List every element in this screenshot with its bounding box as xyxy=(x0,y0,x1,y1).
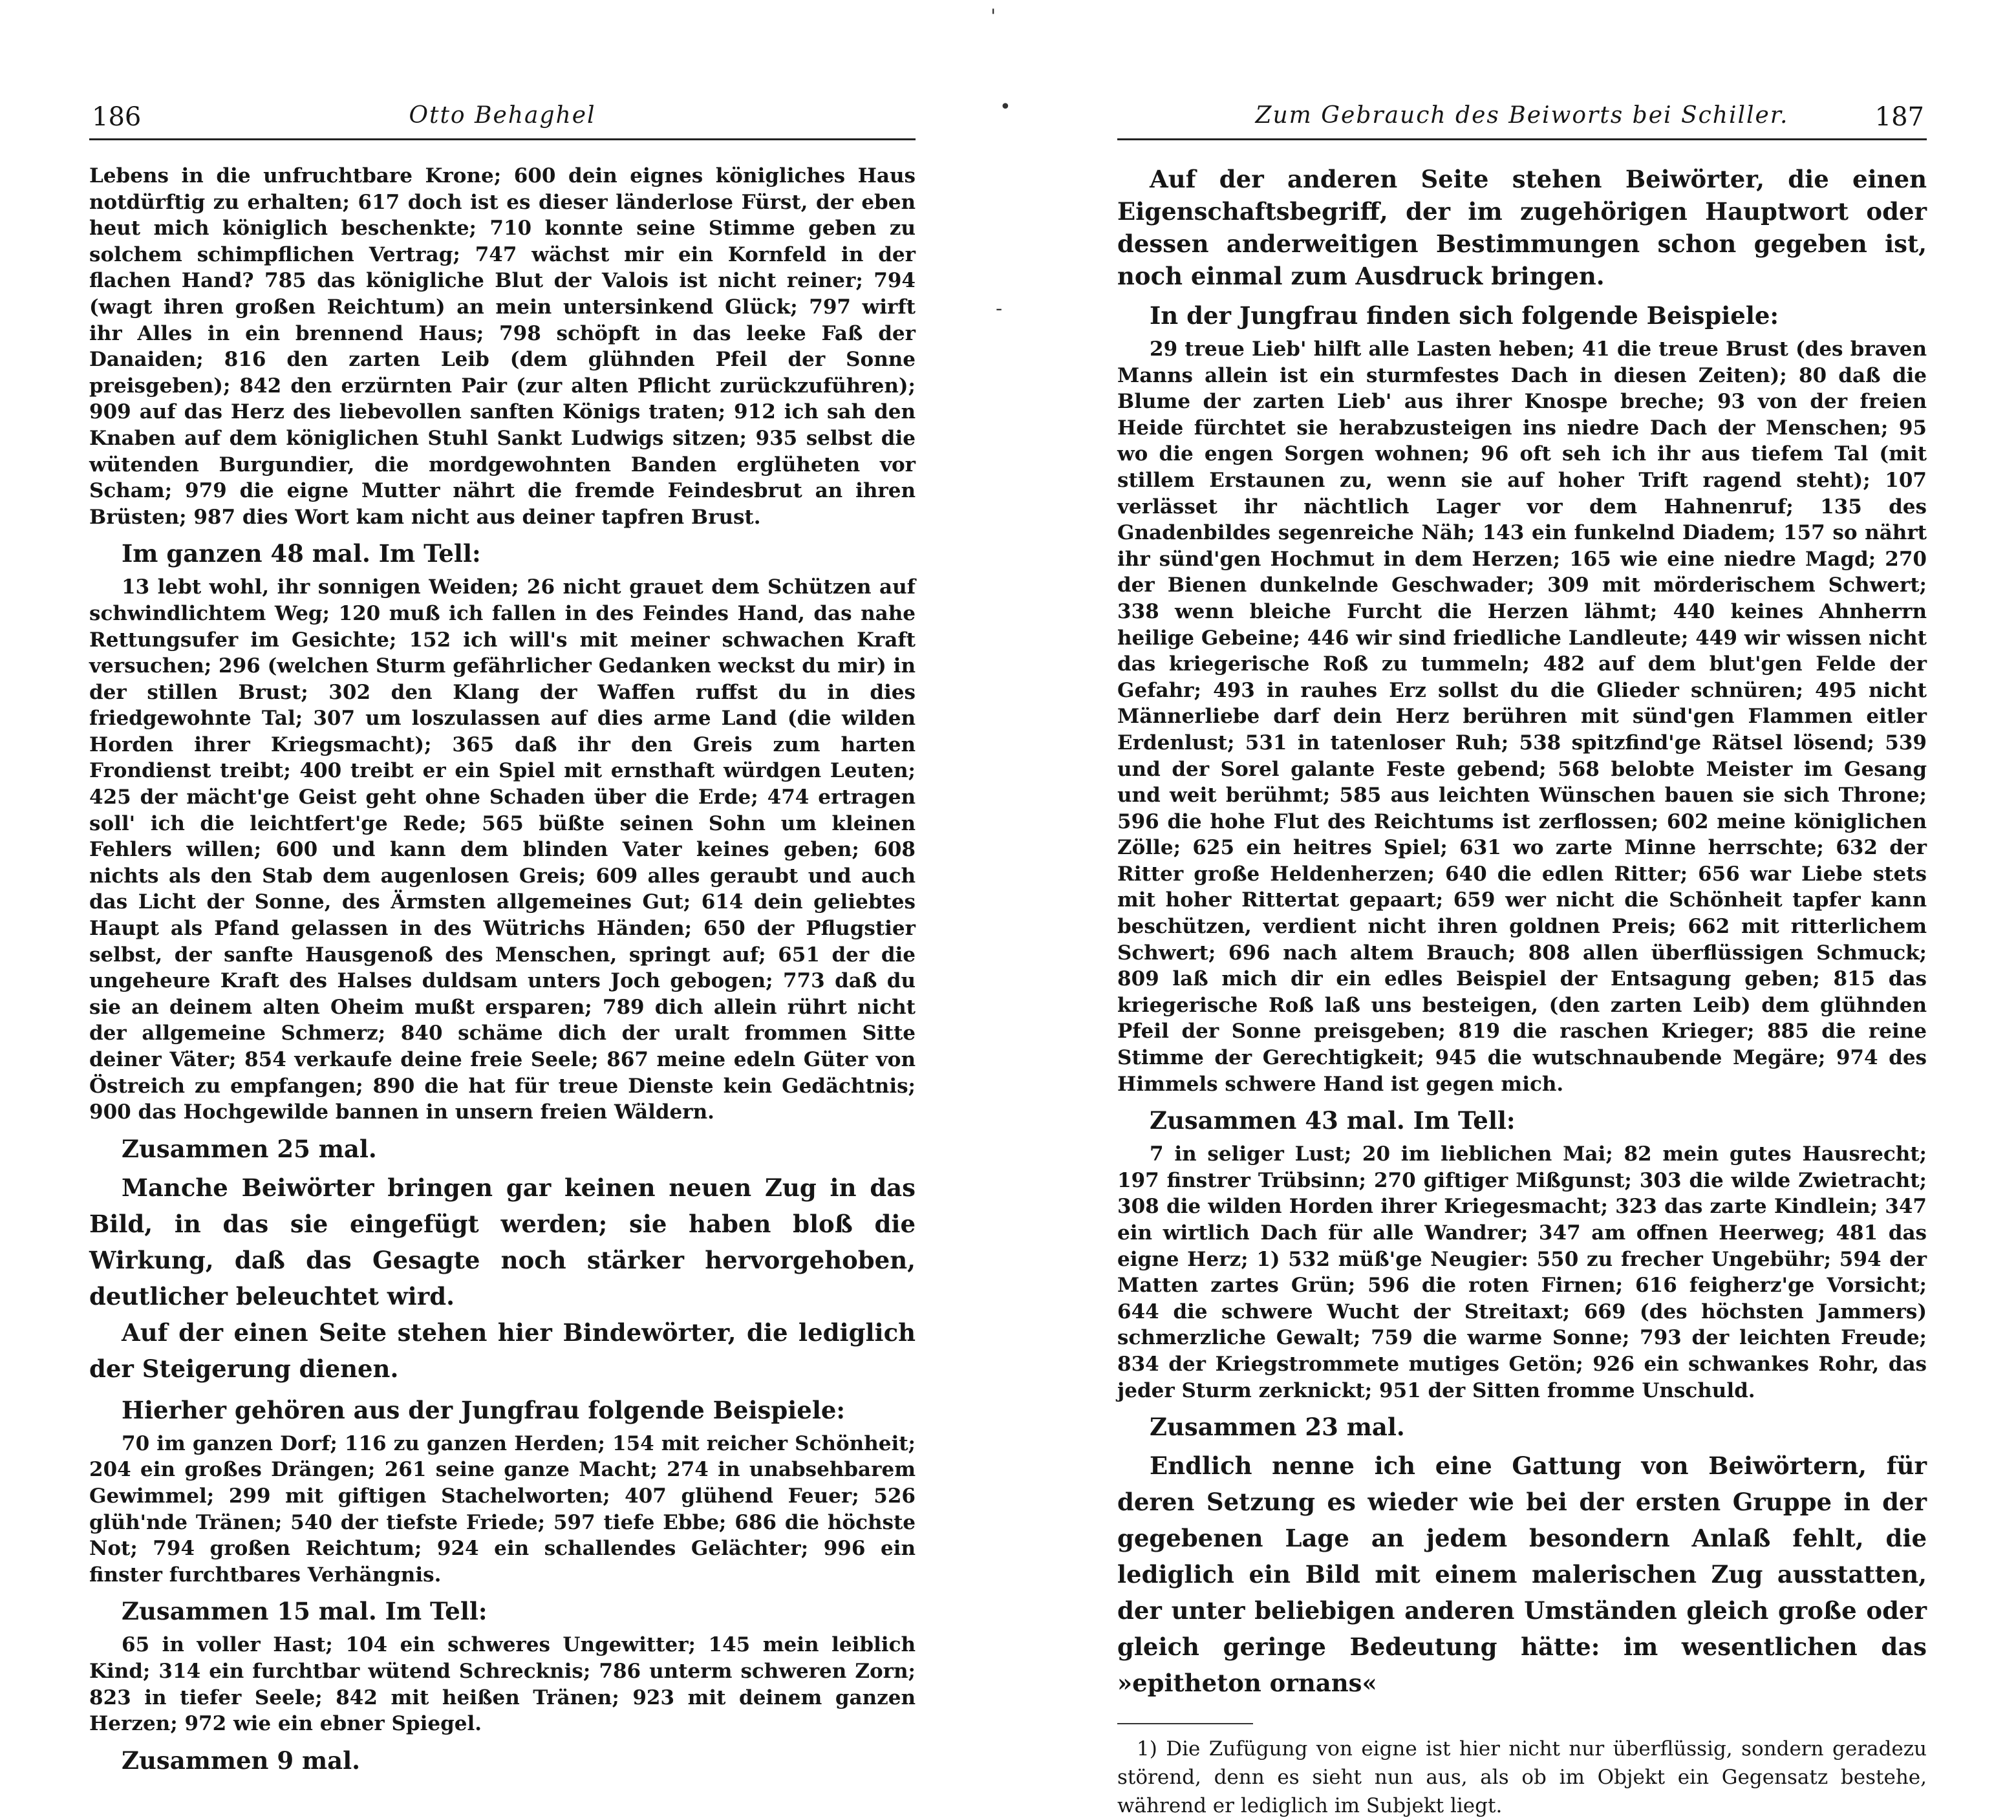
paragraph: Manche Beiwörter bringen gar keinen neuen Zug in das Bild, in das sie eingefügt werden; sie haben bloß die Wirkung, daß das Gesagte noch stärker hervorgehoben, deutlicher beleuchtet wird. xyxy=(89,1173,916,1311)
paragraph: Lebens in die unfruchtbare Krone; 600 dein eignes königliches Haus notdürftig zu erhalten; 617 doch ist es dieser länderlose Fürst, der eben heut mich königlich beschenkte; 710 konnte seine Stimme geben zu solchem schimpflichen Vertrag; 747 wächst mir ein Kornfeld in der flachen Hand? 785 das königliche Blut der Valois ist nicht reiner; 794 (wagt ihren großen Reichtum) an mein untersinkend Glück; 797 wirft ihr Alles in ein brennend Haus; 798 schöpft in das leeke Faß der Danaiden; 816 den zarten Leib (dem glühnden Pfeil der Sonne preisgeben); 842 den erzürnten Pair (zur alten Pflicht zurückzuführen); 909 auf das Herz des liebevollen sanften Königs traten; 912 ich sah den Knaben auf dem königlichen Stuhl Sankt Ludwigs sitzen; 935 selbst die wütenden Burgundier, die mordgewohnten Banden erglüheten vor Scham; 979 die eigne Mutter nährt die fremde Feindesbrut an ihren Brüsten; 987 dies Wort kam nicht aus deiner tapfren Brust. xyxy=(89,164,916,529)
paragraph: Auf der einen Seite stehen hier Bindewörter, die lediglich der Steigerung dienen. xyxy=(89,1318,916,1383)
paragraph: 7 in seliger Lust; 20 im lieblichen Mai; 82 mein gutes Hausrecht; 197 finstrer Trübsinn; 270 giftiger Mißgunst; 303 die wilde Zwietracht; 308 die wilden Horden ihrer Kriegesmacht; 323 das zarte Kindlein; 347 ein wirtlich Dach für alle Wandrer; 347 am offnen Heerweg; 481 das eigne Herz; 1) 532 müß'ge Neugier: 550 zu frecher Ungebühr; 594 der Matten zartes Grün; 596 die roten Firnen; 616 feigherz'ge Vorsicht; 644 die schwere Wucht der Streitaxt; 669 (des höchsten Jammers) schmerzliche Gewalt; 759 die warme Sonne; 793 der leichten Freude; 834 der Kriegstrommete mutiges Getön; 926 ein schwankes Rohr, das jeder Sturm zerknickt; 951 der Sitten fromme Unschuld. xyxy=(1117,1142,1927,1402)
gutter-mark: ' xyxy=(991,5,996,28)
gutter-mark: - xyxy=(996,297,1003,320)
footnote: 1) Die Zufügung von eigne ist hier nicht nur überflüssig, sondern geradezu störend, denn es sieht nun aus, als ob im Objekt ein Gegensatz bestehe, während er lediglich im Subjekt liegt. xyxy=(1117,1737,1927,1818)
right-running-head: Zum Gebrauch des Beiworts bei Schiller. xyxy=(1255,102,1789,129)
right-header-rule xyxy=(1117,138,1927,140)
section-label: Im ganzen 48 mal. Im Tell: xyxy=(122,539,481,568)
left-page xyxy=(89,0,916,1775)
left-page-header xyxy=(89,97,916,142)
left-running-head: Otto Behaghel xyxy=(409,102,596,129)
section-label: In der Jungfrau finden sich folgende Beispiele: xyxy=(1150,301,1779,330)
gutter-mark: • xyxy=(1000,96,1011,118)
right-page-body xyxy=(1117,163,1927,1820)
right-page-number: 187 xyxy=(1874,102,1924,132)
section-label: Zusammen 9 mal. xyxy=(122,1746,361,1775)
section-label: Hierher gehören aus der Jungfrau folgende Beispiele: xyxy=(122,1395,846,1424)
section-label: Zusammen 43 mal. Im Tell: xyxy=(1150,1106,1516,1135)
paragraph: Auf der anderen Seite stehen Beiwörter, die einen Eigenschaftsbegriff, der im zugehörigen Hauptwort oder dessen anderweitigen Bestimmungen schon gegeben ist, noch einmal zum Ausdruck bringen. xyxy=(1117,165,1927,290)
section-label: Zusammen 25 mal. xyxy=(122,1134,377,1163)
right-page-header xyxy=(1117,97,1927,142)
paragraph: 65 in voller Hast; 104 ein schweres Ungewitter; 145 mein leiblich Kind; 314 ein furchtbar wütend Schrecknis; 786 unterm schweren Zorn; 823 in tiefer Seele; 842 mit heißen Tränen; 923 mit deinem ganzen Herzen; 972 wie ein ebner Spiegel. xyxy=(89,1633,916,1736)
paragraph: 13 lebt wohl, ihr sonnigen Weiden; 26 nicht grauet dem Schützen auf schwindlichtem Weg; 120 muß ich fallen in des Feindes Hand, das nahe Rettungsufer im Gesichte; 152 ich will's mit meiner schwachen Kraft versuchen; 296 (welchen Sturm gefährlicher Gedanken weckst du mir) in der stillen Brust; 302 den Klang der Waffen ruffst du in dies friedgewohnte Tal; 307 um loszulassen auf dies arme Land (die wilden Horden ihrer Kriegsmacht); 365 daß ihr den Greis zum harten Frondienst treibt; 400 treibt er ein Spiel mit ernsthaft würdgen Leuten; 425 der mächt'ge Geist geht ohne Schaden über die Erde; 474 ertragen soll' ich die leichtfert'ge Rede; 565 büßte seinen Sohn um kleinen Fehlers willen; 600 und kann dem blinden Vater keines geben; 608 nichts als den Stab dem augenlosen Greis; 609 alles geraubt und auch das Licht der Sonne, des Ärmsten allgemeines Gut; 614 dein geliebtes Haupt als Pfand gelassen in des Wütrichs Händen; 650 der Pflugstier selbst, der sanfte Hausgenoß des Menschen, springt auf; 651 der die ungeheure Kraft des Halses duldsam unters Joch gebogen; 773 daß du sie an deinem alten Oheim mußt ersparen; 789 dich allein rührt nicht der allgemeine Schmerz; 840 schäme dich der uralt frommen Sitte deiner Väter; 854 verkaufe deine freie Seele; 867 meine edeln Güter von Östreich zu empfangen; 890 die hat für treue Dienste kein Gedächtnis; 900 das Hochgewilde bannen in unsern freien Wäldern. xyxy=(89,575,916,1124)
paragraph: 29 treue Lieb' hilft alle Lasten heben; 41 die treue Brust (des braven Manns allein ist ein sturmfestes Dach in diesen Zeiten); 80 daß die Blume der zarten Lieb' aus ihrer Knospe breche; 93 von der freien Heide fürchtet sie herabzusteigen ins niedre Dach der Menschen; 95 wo die engen Sorgen wohnen; 96 oft seh ich ihr aus tiefem Tal (mit stillem Erstaunen zu, wenn sie auf hoher Trift ragend steht); 107 verlässet ihr nächtlich Lager vor dem Hahnenruf; 135 des Gnadenbildes segenreiche Näh; 143 ein funkelnd Diadem; 157 so nährt ihr sünd'gen Hochmut in dem Herzen; 165 wie eine niedre Magd; 270 der Bienen dunkelnde Geschwader; 309 mit mörderischem Schwert; 338 wenn bleiche Furcht die Herzen lähmt; 440 keines Ahnherrn heilige Gebeine; 446 wir sind friedliche Landleute; 449 wir wissen nicht das kriegerische Roß zu tummeln; 482 auf dem blut'gen Felde der Gefahr; 493 in rauhes Erz sollst du die Glieder schnüren; 495 nicht Männerliebe darf dein Herz berühren mit sünd'gen Flammen eitler Erdenlust; 531 in tatenloser Ruh; 538 spitzfind'ge Rätsel lösend; 539 und der Sorel galante Feste gebend; 568 belobte Meister im Gesang und weit berühmt; 585 aus leichten Wünschen bauen sie sich Throne; 596 die hohe Flut des Reichtums ist zerflossen; 602 meine königlichen Zölle; 625 ein heitres Spiel; 631 wo zarte Minne herrschte; 632 der Ritter große Heldenherzen; 640 die edlen Ritter; 656 war Liebe stets mit hoher Rittertat gepaart; 659 wer nicht die Schönheit tapfer kann beschützen, verdient nicht ihren goldnen Preis; 662 mit ritterlichem Schwert; 696 nach altem Brauch; 808 allen überflüssigen Schmuck; 809 laß mich dir ein edles Beispiel der Entsagung geben; 815 das kriegerische Roß laß uns besteigen, (den zarten Leib) dem glühnden Pfeil der Sonne preisgeben; 819 die raschen Krieger; 885 die reine Stimme der Gerechtigkeit; 945 die wutschnaubende Megäre; 974 des Himmels schwere Hand ist gegen mich. xyxy=(1117,337,1927,1096)
section-label: Zusammen 23 mal. xyxy=(1150,1413,1405,1442)
left-page-number: 186 xyxy=(92,102,142,132)
left-page-body xyxy=(89,163,916,1781)
left-header-rule xyxy=(89,138,916,140)
footnote-rule xyxy=(1117,1723,1253,1724)
paragraph: Endlich nenne ich eine Gattung von Beiwörtern, für deren Setzung es wieder wie bei der ersten Gruppe in der gegebenen Lage an jedem besondern Anlaß fehlt, die lediglich ein Bild mit einem malerischen Zug ausstatten, der unter beliebigen anderen Umständen gleich große oder gleich geringe Bedeutung hätte: im wesentlichen das »epitheton ornans« xyxy=(1117,1451,1927,1698)
section-label: Zusammen 15 mal. Im Tell: xyxy=(122,1597,488,1626)
right-page xyxy=(1117,0,1927,1818)
paragraph: 70 im ganzen Dorf; 116 zu ganzen Herden; 154 mit reicher Schönheit; 204 ein großes Drängen; 261 seine ganze Macht; 274 in unabsehbarem Gewimmel; 299 mit giftigen Stachelworten; 407 glühend Feuer; 526 glüh'nde Tränen; 540 der tiefste Friede; 597 tiefe Ebbe; 686 die höchste Not; 794 großen Reichtum; 924 ein schallendes Gelächter; 996 ein finster furchtbares Verhängnis. xyxy=(89,1431,916,1587)
